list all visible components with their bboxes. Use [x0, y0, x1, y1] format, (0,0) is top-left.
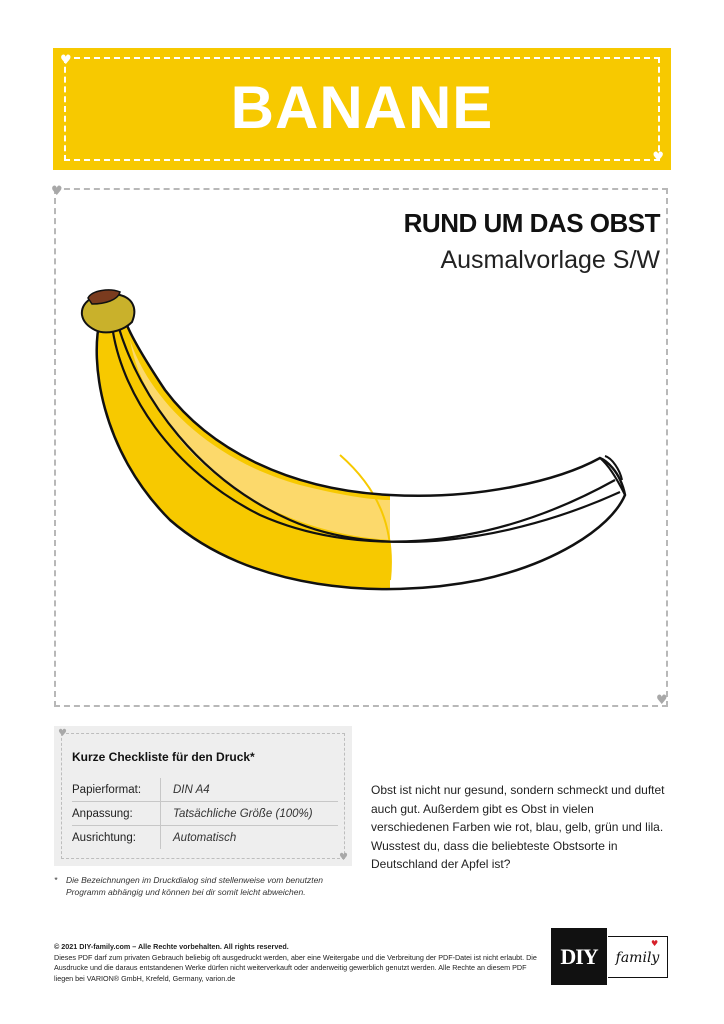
legal-text: Dieses PDF darf zum privaten Gebrauch beliebig oft ausgedruckt werden, aber eine Weitergabe und die Verbreitung der PDF-Datei ist nicht erlaubt. Die Ausdrucke und die daraus entstandenen Werke dürfen nicht weiterverkauft oder anderweitig gewerblich genutzt werden. Alle Rechte an diesem PDF liegen bei VARION® GmbH, Krefeld, Germany, varion.de	[54, 952, 537, 983]
heart-icon: ♥	[60, 53, 72, 68]
footnote-mark: *	[54, 875, 58, 885]
row-label: Ausrichtung:	[72, 826, 161, 850]
table-row	[72, 778, 338, 802]
row-value: DIN A4	[161, 778, 339, 802]
heart-icon: ♥	[339, 852, 348, 863]
copyright-line: © 2021 DIY-family.com – Alle Rechte vorbehalten. All rights reserved.	[54, 942, 289, 951]
section-heading: RUND UM DAS OBST	[403, 208, 660, 238]
section-subheading: Ausmalvorlage S/W	[440, 246, 660, 274]
heart-icon: ♥	[656, 693, 668, 708]
heart-icon: ♥	[58, 728, 67, 739]
checklist-title: Kurze Checkliste für den Druck*	[72, 750, 255, 764]
table-row	[72, 802, 338, 826]
copyright-notice	[54, 942, 544, 984]
banana-illustration	[60, 280, 650, 610]
title-banner	[53, 48, 671, 170]
table-row	[72, 826, 338, 850]
heart-icon: ♥	[651, 939, 659, 948]
row-value: Tatsächliche Größe (100%)	[161, 802, 339, 826]
footnote	[54, 874, 354, 898]
description-text: Obst ist nicht nur gesund, sondern schmeckt und duftet auch gut. Außerdem gibt es Obst in vielen verschiedenen Farben wie rot, blau, gelb, grün und lila. Wusstest du, dass die beliebteste Obstsorte in Deutschland der Apfel ist?	[371, 783, 665, 871]
print-checklist	[54, 726, 352, 866]
logo-mark: DIY	[551, 928, 607, 985]
checklist-table	[72, 778, 338, 849]
row-label: Papierformat:	[72, 778, 161, 802]
row-value: Automatisch	[173, 832, 237, 844]
row-label: Anpassung:	[72, 802, 161, 826]
heart-icon: ♥	[652, 150, 664, 165]
footnote-text: Die Bezeichnungen im Druckdialog sind stellenweise vom benutzten Programm abhängig und können bei dir somit leicht abweichen.	[66, 875, 324, 897]
heart-icon: ♥	[51, 184, 63, 199]
page-title: BANANE	[230, 74, 494, 141]
diy-family-logo	[551, 928, 671, 985]
logo-wordmark: family	[608, 936, 668, 978]
